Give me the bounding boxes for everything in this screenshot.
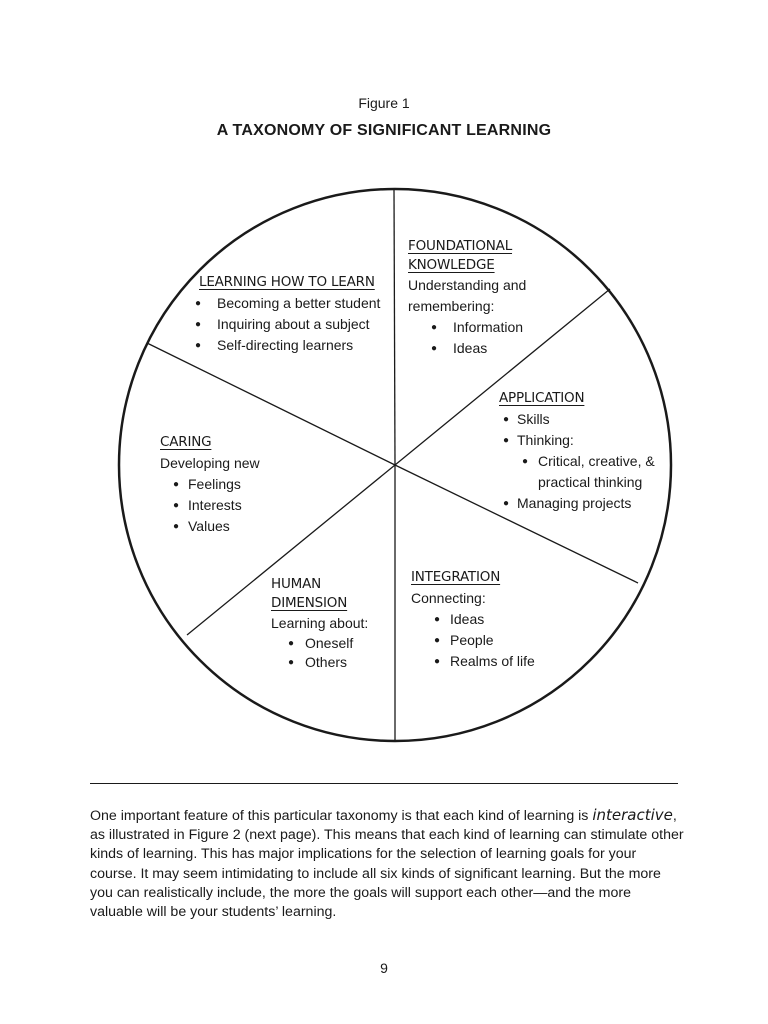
list-item: ● Others bbox=[271, 653, 368, 672]
subitem-line: practical thinking bbox=[538, 474, 643, 490]
figure-title: A TAXONOMY OF SIGNIFICANT LEARNING bbox=[216, 122, 552, 139]
list-item: ● Values bbox=[160, 516, 260, 537]
paragraph-text: One important feature of this particular taxonomy is that each kind of learning is bbox=[90, 808, 593, 824]
paragraph-text: , as illustrated in Figure 2 (next page). This means that each kind of learning can stimulate other kinds of learning. This has major implications for the selection of learning goals for your course. It may seem intimidating to include all six kinds of significant learning. But the more you can realistically include, the more the goals will support each other—and the more valuable will be your students’ learning. bbox=[90, 808, 684, 921]
list-item: ● Information bbox=[408, 317, 526, 338]
segment-heading: FOUNDATIONAL bbox=[408, 238, 513, 254]
body-paragraph bbox=[90, 806, 685, 922]
segment-learning-how-to-learn bbox=[195, 272, 380, 356]
divider-top bbox=[394, 189, 395, 465]
list-item: ● Oneself bbox=[271, 634, 368, 653]
paragraph-emphasis: interactive bbox=[592, 806, 673, 824]
list-item: ● Feelings bbox=[160, 474, 260, 495]
subitem-line: Critical, creative, & bbox=[538, 453, 655, 469]
horizontal-rule bbox=[90, 783, 678, 784]
segment-application bbox=[499, 388, 655, 514]
segment-foundational-knowledge bbox=[408, 237, 526, 359]
list-item: ● Ideas bbox=[411, 609, 535, 630]
segment-intro: Understanding and bbox=[408, 277, 527, 293]
segment-intro: remembering: bbox=[408, 298, 495, 314]
list-item: ● Interests bbox=[160, 495, 260, 516]
list-item: ● Managing projects bbox=[499, 493, 655, 514]
figure-label: Figure 1 bbox=[358, 95, 410, 111]
segment-intro: Learning about: bbox=[271, 615, 369, 631]
segment-heading: KNOWLEDGE bbox=[408, 257, 495, 273]
page-number: 9 bbox=[380, 960, 388, 976]
list-item bbox=[499, 451, 655, 493]
segment-heading: APPLICATION bbox=[499, 390, 585, 406]
list-item: ● Thinking: bbox=[499, 430, 655, 451]
list-item: ● Self-directing learners bbox=[195, 335, 380, 356]
list-item: ● Skills bbox=[499, 409, 655, 430]
segment-heading: CARING bbox=[160, 434, 212, 450]
segment-integration bbox=[411, 567, 535, 672]
segment-caring bbox=[160, 432, 260, 537]
list-item: ● Inquiring about a subject bbox=[195, 314, 380, 335]
segment-intro: Developing new bbox=[160, 455, 260, 471]
segment-heading: HUMAN bbox=[271, 576, 322, 592]
segment-intro: Connecting: bbox=[411, 590, 486, 606]
list-item: ● Ideas bbox=[408, 338, 526, 359]
segment-human-dimension bbox=[271, 575, 368, 672]
list-item: ● People bbox=[411, 630, 535, 651]
segment-heading: INTEGRATION bbox=[411, 569, 501, 585]
segment-heading: LEARNING HOW TO LEARN bbox=[199, 274, 375, 290]
list-item: ● Becoming a better student bbox=[195, 293, 380, 314]
segment-heading: DIMENSION bbox=[271, 595, 348, 611]
list-item: ● Realms of life bbox=[411, 651, 535, 672]
